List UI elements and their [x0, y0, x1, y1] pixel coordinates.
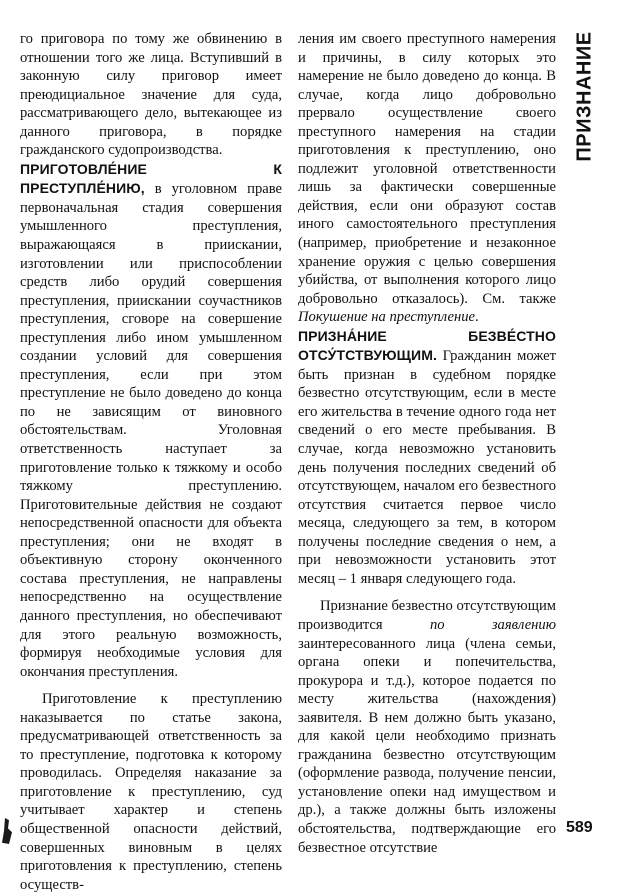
entry-text-prigotovlenie: в уголовном праве первоначальная стадия совершения умышленного преступления, выражающаяся в приискании, изготовлении или приспособлении средств либо орудий совершения преступления, приискании соучастников преступления, сговоре на совершение преступления либо ином умышленном создании условий для совершения преступления, если при этом преступление не было доведено до конца по не зависящим от виновного обстоятельствам. Уголовная ответственность наступает за приготовление только к тяжкому и особо тяжкому преступлению. Приготовительные действия не создают непосредственной опасности для объекта преступления; они не входят в объективную сторону оконченного состава преступления, не направлены непосредственно на осуществление данного преступления, но обеспечивают для этого реальную возможность, формируя необходимые условия для окончания преступления. — [20, 181, 282, 680]
entry-heading-priznanie: ПРИЗНА́НИЕ БЕЗВЕ́СТНО ОТСУ́ТСТВУЮЩИМ. — [298, 327, 556, 364]
left-paragraph-punishment: Приготовление к преступлению наказывается по статье закона, предусматривающей ответственность за то преступление, подготовка к которому проводилась. Определяя наказание за приготовление к преступлению, суд учитывает характер и степень общественной опасности действий, совершенных виновным в целях приготовления к преступлению, степень осуществ- — [20, 691, 282, 893]
procedure-text-start: Признание безвестно отсутствующим производится — [298, 598, 556, 633]
scan-edge-mark — [2, 818, 12, 844]
left-continuation-paragraph: го приговора по тому же обвинению в отношении того же лица. Вступивший в законную силу приговор имеет преюдициальное значение для суда, рассматривающего дело, вытекающее из данного приговора, в порядке гражданского судопроизводства. — [20, 31, 282, 159]
right-continuation-text: ления им своего преступного намерения и причины, в силу которых это намерение не было доведено до конца. В случае, когда лицо добровольно прервало осуществление своего преступного намерения на стадии приготовления к преступлению, оно подлежит уголовной ответственности лишь за фактически совершенные действия, если они образуют состав иного самостоятельного преступления (например, приобретение и незаконное хранение оружия с целью совершения убийства, от выполнения которого лицо добровольно отказалось). См. также — [298, 31, 556, 307]
running-header — [567, 30, 603, 162]
procedure-text-rest: заинтересованного лица (члена семьи, органа опеки и попечительства, прокурора и т.д.), которое подается по месту жительства (нахождения) заявителя. В нем должно быть указано, для какой цели необходимо признать гражданина безвестно отсутствующим (оформление развода, получение пенсии, установление опеки над имуществом и др.), а также должны быть изложены обстоятельства, подтверждающие его безвестное отсутствие — [298, 635, 556, 856]
cross-reference-link: Покушение на преступление — [298, 309, 476, 326]
right-continuation-paragraph — [298, 30, 556, 327]
page-number: 589 — [566, 819, 593, 836]
entry-prigotovlenie — [20, 160, 282, 681]
entry-priznanie — [298, 327, 556, 589]
left-column — [20, 30, 282, 894]
entry-heading-prigotovlenie: ПРИГОТОВЛЕ́НИЕ К ПРЕСТУПЛЕ́НИЮ, — [20, 160, 282, 197]
right-paragraph-procedure — [298, 597, 556, 857]
running-header-label: ПРИЗНАНИЕ — [573, 30, 596, 162]
entry-text-priznanie: Гражданин может быть признан в судебном порядке безвестно отсутствующим, если в месте его жительства в течение одного года нет сведений о его месте пребывания. В случае, когда невозможно установить день получения последних сведений об отсутствующем, началом его безвестного отсутствия считается первое число месяца, следующего за тем, в котором получены последние сведения о нем, а при невозможности установить этот месяц – 1 января следующего года. — [298, 348, 556, 587]
procedure-emphasis: по заявлению — [429, 616, 556, 633]
right-continuation-end: . — [475, 309, 479, 326]
right-column — [298, 30, 556, 857]
